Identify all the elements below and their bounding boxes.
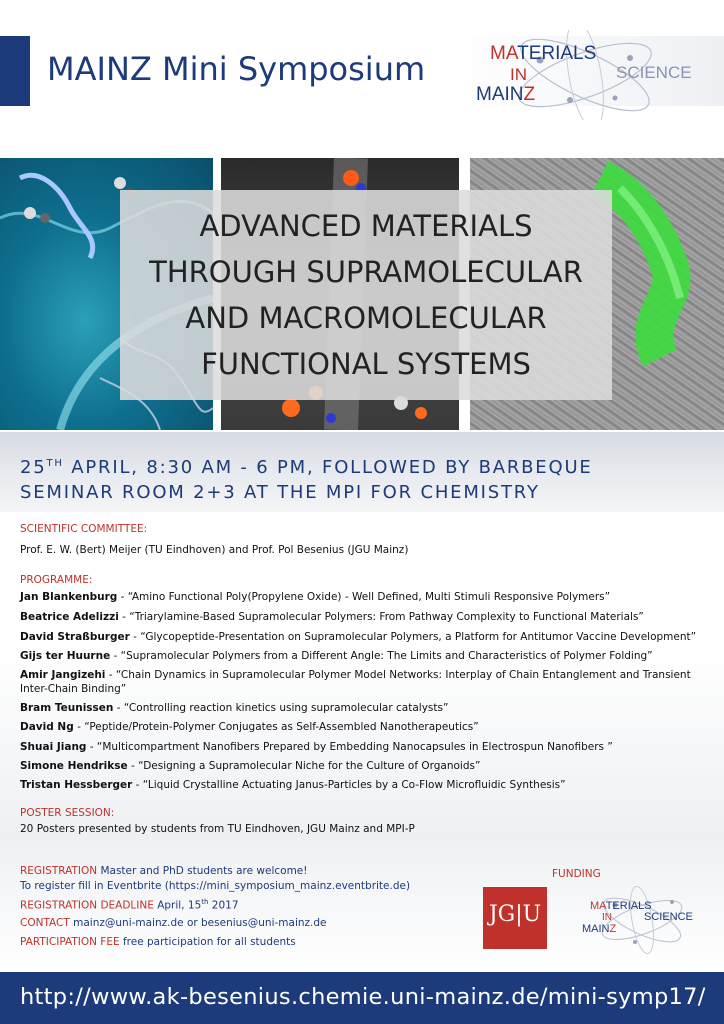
programme-talk: Tristan Hessberger - “Liquid Crystalline Actuating Janus-Particles by a Co-Flow Microfluidic Synthesis” xyxy=(20,779,566,791)
logo-mainz-word: MAINZ xyxy=(476,84,536,105)
header-accent-bar xyxy=(0,36,30,106)
registration-line: REGISTRATION Master and PhD students are welcome! xyxy=(20,865,308,877)
jgu-logo-text: JG|U xyxy=(488,902,542,927)
logo-science-word: SCIENCE xyxy=(616,63,692,82)
programme-talk: David Ng - “Peptide/Protein-Polymer Conjugates as Self-Assembled Nanotherapeutics” xyxy=(20,721,479,733)
programme-talk: Shuai Jiang - “Multicompartment Nanofibers Prepared by Embedding Nanocapsules in Electrospun Nanofibers ” xyxy=(20,741,613,753)
hero-title-line: ADVANCED MATERIALS xyxy=(199,209,533,243)
registration-deadline: REGISTRATION DEADLINE April, 15th 2017 xyxy=(20,898,239,912)
poster-text: 20 Posters presented by students from TU Eindhoven, JGU Mainz and MPI-P xyxy=(20,823,415,835)
programme-talk: Beatrice Adelizzi - “Triarylamine-Based Supramolecular Polymers: From Pathway Complexity to Functional Materials” xyxy=(20,611,644,623)
hero-title-line: FUNCTIONAL SYSTEMS xyxy=(201,347,531,381)
symposium-title: MAINZ Mini Symposium xyxy=(47,50,426,88)
committee-heading: SCIENTIFIC COMMITTEE: xyxy=(20,523,148,535)
logo-in-word: IN xyxy=(602,912,612,923)
hero-title-line: THROUGH SUPRAMOLECULAR xyxy=(149,255,583,289)
contact-line[interactable]: CONTACT mainz@uni-mainz.de or besenius@uni-mainz.de xyxy=(20,917,327,929)
programme-talk: Gijs ter Huurne - “Supramolecular Polymers from a Different Angle: The Limits and Characteristics of Polymer Folding” xyxy=(20,650,653,662)
logo-materials-word: MATERIALS xyxy=(490,43,597,64)
registration-eventbrite[interactable]: To register fill in Eventbrite (https://mini_symposium_mainz.eventbrite.de) xyxy=(20,880,411,892)
programme-talk: Amir Jangizehi - “Chain Dynamics in Supramolecular Polymer Model Networks: Interplay of Chain Entanglement and Transient Inter-Chain Binding” xyxy=(20,669,691,695)
logo-mainz-word: MAINZ xyxy=(582,923,617,935)
programme-talk: Simone Hendrikse - “Designing a Supramolecular Niche for the Culture of Organoids” xyxy=(20,760,481,772)
materials-in-mainz-logo xyxy=(470,30,710,120)
website-url-link[interactable]: http://www.ak-besenius.chemie.uni-mainz.de/mini-symp17/ xyxy=(20,984,706,1010)
symposium-topic-heading xyxy=(120,203,612,387)
programme-talk: Bram Teunissen - “Controlling reaction kinetics using supramolecular catalysts” xyxy=(20,702,449,714)
programme-heading: PROGRAMME: xyxy=(20,574,93,586)
event-location: SEMINAR ROOM 2+3 AT THE MPI FOR CHEMISTRY xyxy=(20,482,540,503)
programme-talk: Jan Blankenburg - “Amino Functional Poly(Propylene Oxide) - Well Defined, Multi Stimuli Responsive Polymers” xyxy=(20,591,611,603)
event-date-time: 25TH APRIL, 8:30 AM - 6 PM, FOLLOWED BY BARBEQUE xyxy=(20,457,593,478)
committee-text: Prof. E. W. (Bert) Meijer (TU Eindhoven) and Prof. Pol Besenius (JGU Mainz) xyxy=(20,544,409,556)
hero-title-line: AND MACROMOLECULAR xyxy=(185,301,547,335)
programme-talk: David Straßburger - “Glycopeptide-Presentation on Supramolecular Polymers, a Platform for Antitumor Vaccine Development” xyxy=(20,631,697,643)
materials-in-mainz-logo-small xyxy=(580,880,710,960)
funding-label: FUNDING xyxy=(552,868,601,880)
participation-fee-line: PARTICIPATION FEE free participation for all students xyxy=(20,936,296,948)
logo-materials-word: MATERIALS xyxy=(590,900,652,912)
logo-in-word: IN xyxy=(510,65,527,84)
poster-heading: POSTER SESSION: xyxy=(20,807,115,819)
logo-science-word: SCIENCE xyxy=(644,911,693,923)
